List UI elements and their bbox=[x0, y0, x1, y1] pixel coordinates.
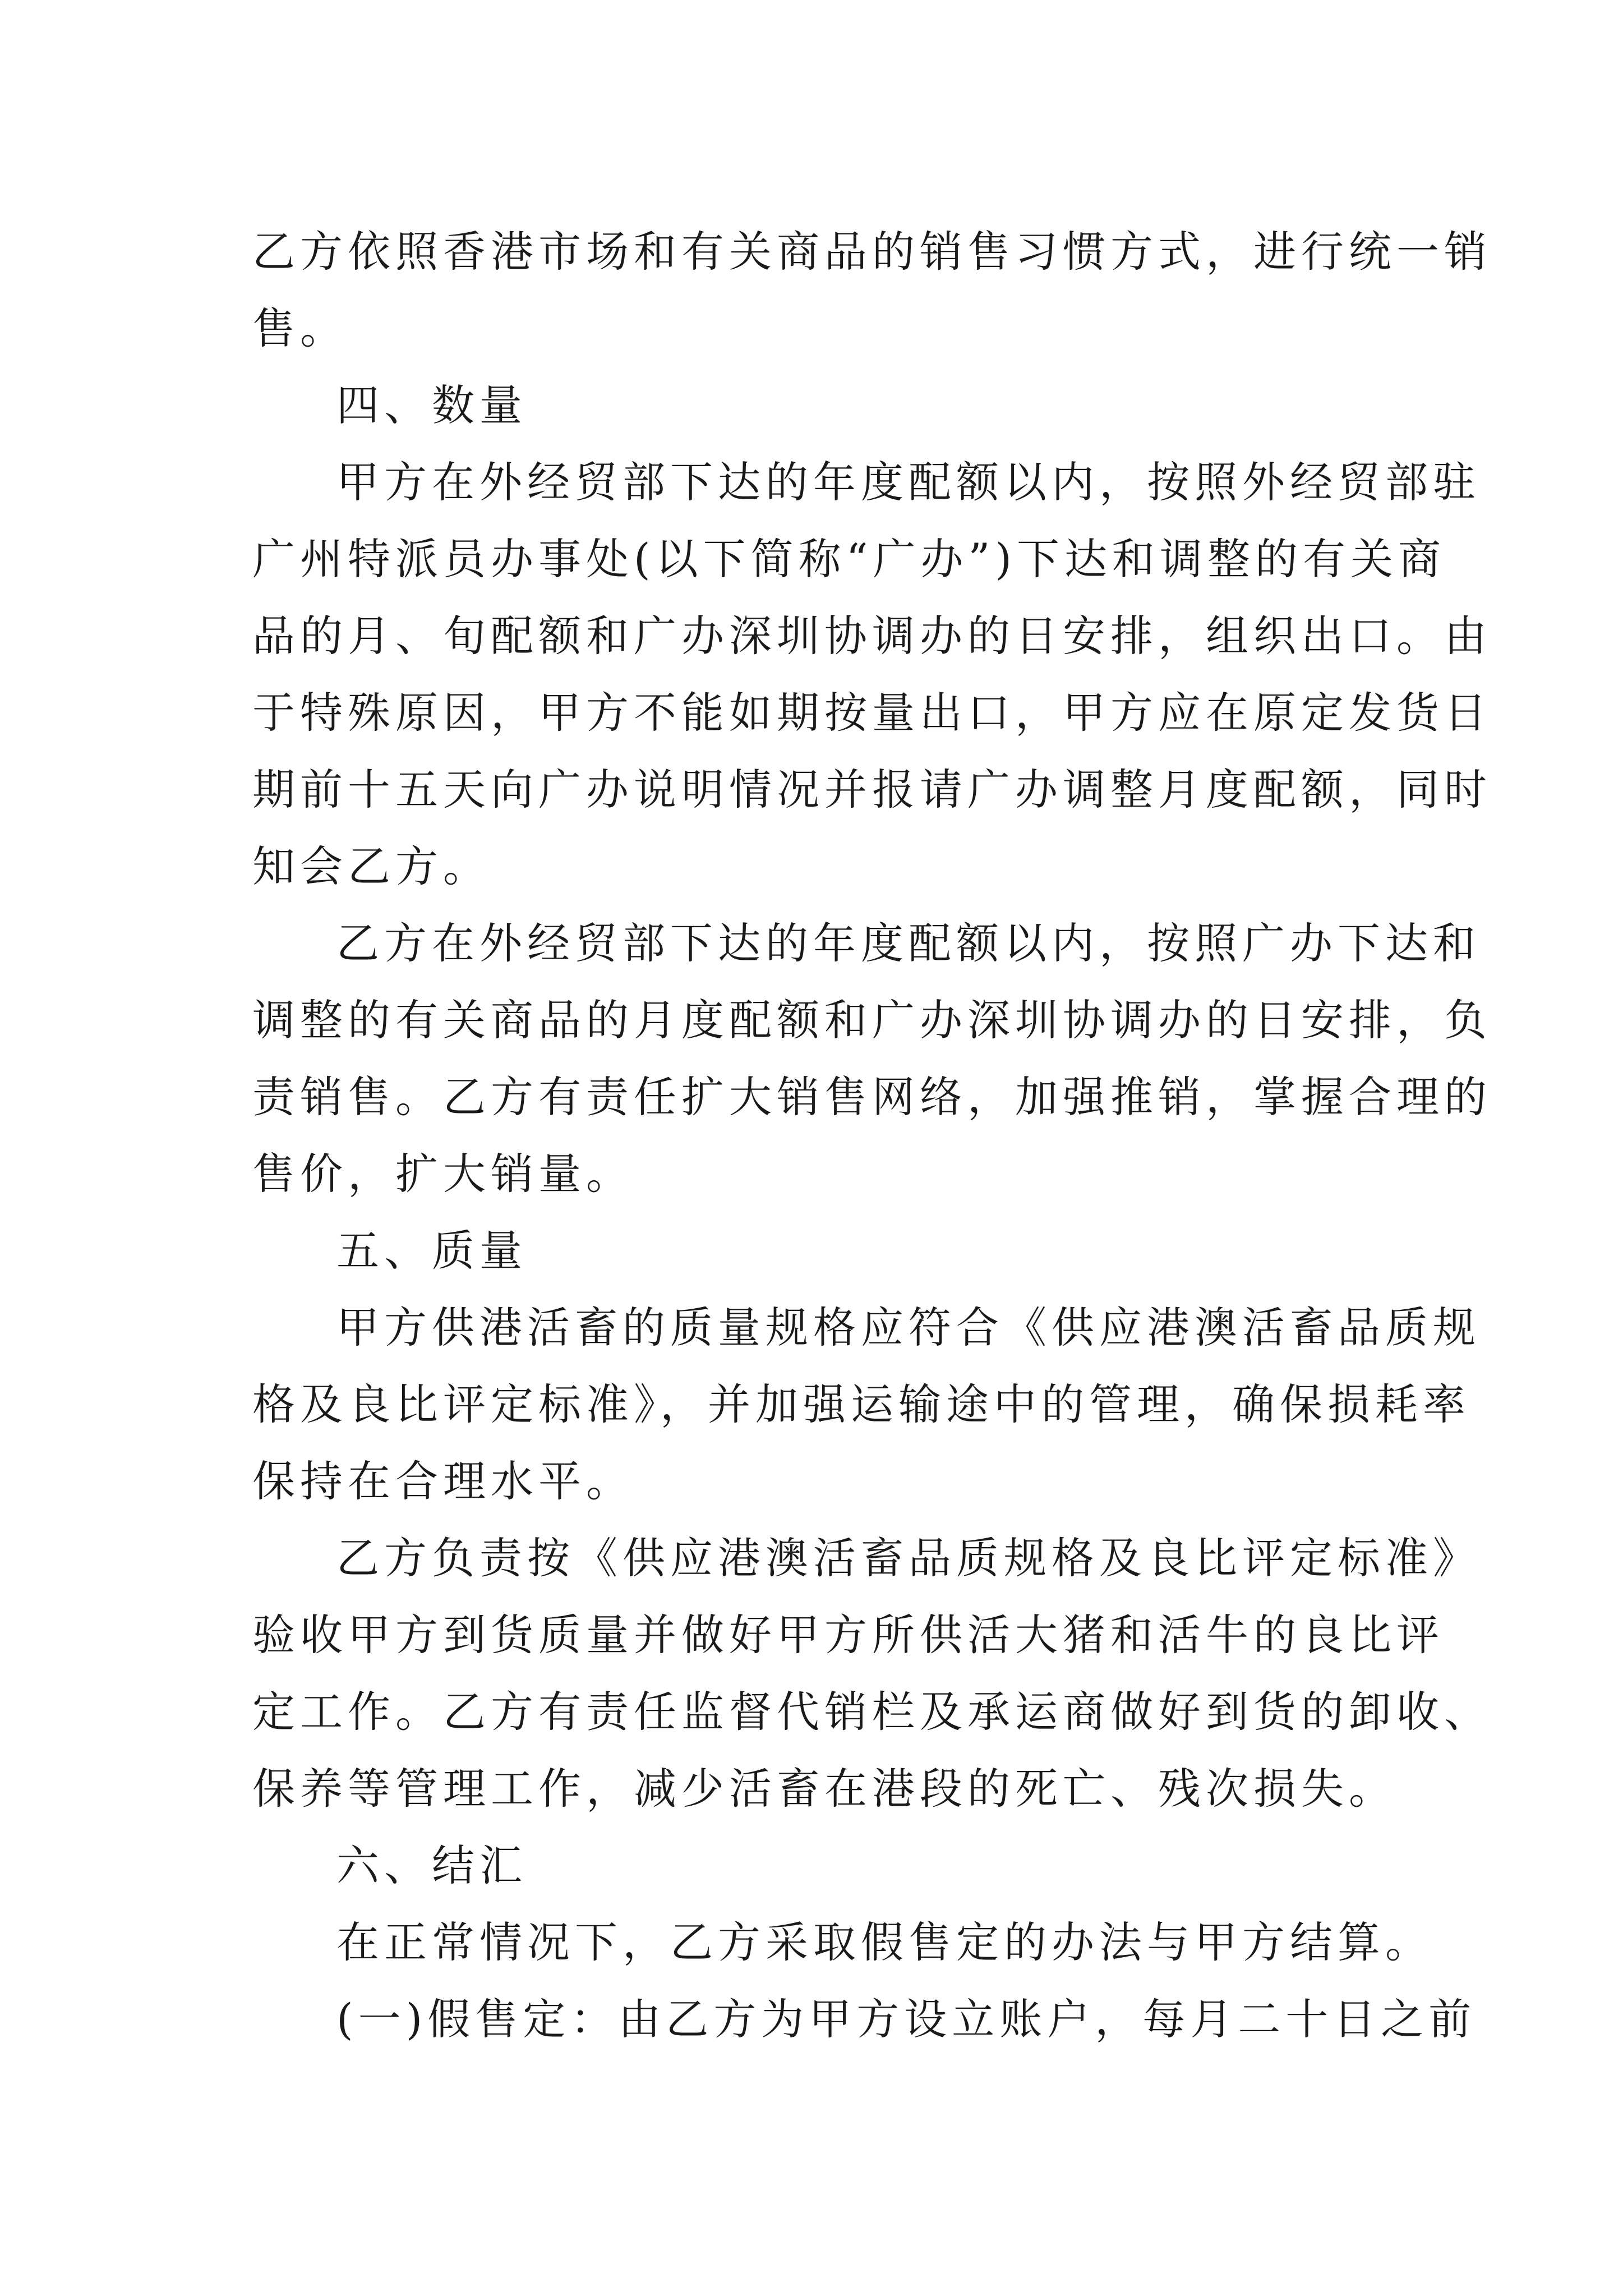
text-line: 四、数量 bbox=[336, 380, 527, 430]
text-line: 期前十五天向广办说明情况并报请广办调整月度配额，同时 bbox=[252, 765, 1492, 815]
text-line: 知会乙方。 bbox=[252, 841, 491, 891]
document-body bbox=[252, 213, 1492, 2058]
text-line: 验收甲方到货质量并做好甲方所供活大猪和活牛的良比评 bbox=[252, 1610, 1444, 1660]
text-line: 售价，扩大销量。 bbox=[252, 1149, 634, 1199]
text-line: 调整的有关商品的月度配额和广办深圳协调办的日安排，负 bbox=[252, 995, 1492, 1045]
text-line: 六、结汇 bbox=[336, 1841, 527, 1890]
text-line: 甲方在外经贸部下达的年度配额以内，按照外经贸部驻 bbox=[336, 457, 1481, 507]
text-line: 责销售。乙方有责任扩大销售网络，加强推销，掌握合理的 bbox=[252, 1072, 1492, 1122]
text-line: 格及良比评定标准》，并加强运输途中的管理，确保损耗率 bbox=[252, 1379, 1470, 1429]
text-line: 在正常情况下，乙方采取假售定的办法与甲方结算。 bbox=[336, 1917, 1433, 1967]
text-line: 售。 bbox=[252, 303, 348, 353]
text-line: 甲方供港活畜的质量规格应符合《供应港澳活畜品质规 bbox=[336, 1303, 1481, 1352]
text-line: 保养等管理工作，减少活畜在港段的死亡、残次损失。 bbox=[252, 1764, 1396, 1814]
text-line: 五、质量 bbox=[336, 1226, 527, 1276]
text-line: (一)假售定：由乙方为甲方设立账户，每月二十日之前 bbox=[336, 1994, 1477, 2044]
text-line: 定工作。乙方有责任监督代销栏及承运商做好到货的卸收、 bbox=[252, 1687, 1492, 1737]
text-line: 于特殊原因，甲方不能如期按量出口，甲方应在原定发货日 bbox=[252, 688, 1492, 738]
text-line: 乙方负责按《供应港澳活畜品质规格及良比评定标准》 bbox=[336, 1533, 1481, 1583]
text-line: 广州特派员办事处(以下简称“广办”)下达和调整的有关商 bbox=[252, 534, 1446, 584]
text-line: 乙方在外经贸部下达的年度配额以内，按照广办下达和 bbox=[336, 918, 1481, 968]
text-line: 品的月、旬配额和广办深圳协调办的日安排，组织出口。由 bbox=[252, 611, 1492, 661]
text-line: 保持在合理水平。 bbox=[252, 1456, 634, 1506]
text-line: 乙方依照香港市场和有关商品的销售习惯方式，进行统一销 bbox=[252, 227, 1492, 277]
